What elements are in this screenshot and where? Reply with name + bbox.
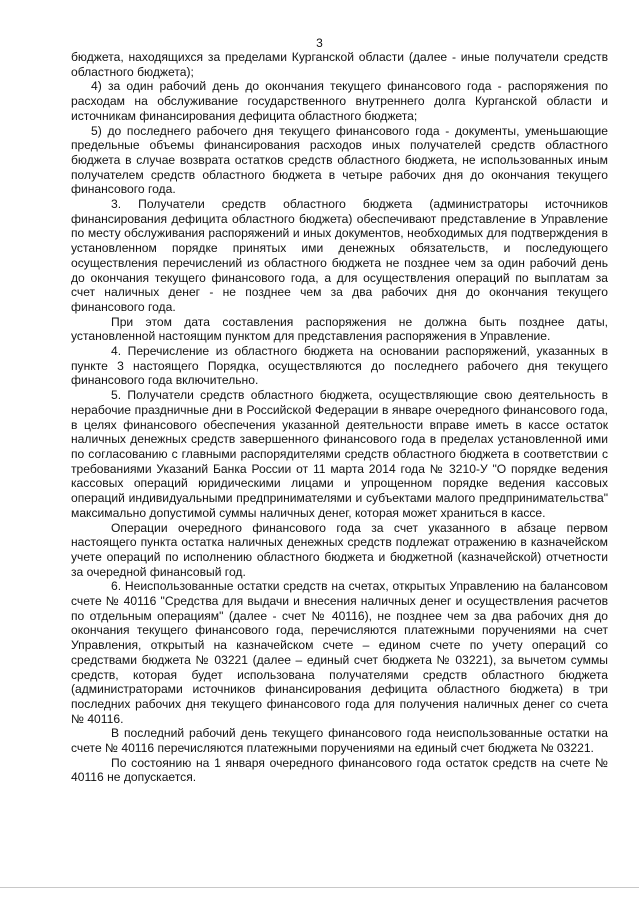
paragraph: По состоянию на 1 января очередного финансового года остаток средств на счете № 40116 не допускается. — [71, 755, 608, 785]
paragraph: Операции очередного финансового года за счет указанного в абзаце первом настоящего пункта остатка наличных денежных средств подлежат отражению в казначейском учете операций по исполнению областного бюджета и бюджетной (казначейской) отчетности за очередной финансовый год. — [71, 520, 608, 579]
paragraph: 3. Получатели средств областного бюджета (администраторы источников финансирования дефицита областного бюджета) обеспечивают представление в Управление по месту обслуживания распоряжений и иных документов, необходимых для подтверждения в установленном порядке принятых ими денежных обязательств, и последующего осуществления перечислений из областного бюджета не позднее чем за один рабочий день до окончания текущего финансового года, а для осуществления операций по выплатам за счет наличных денег - не позднее чем за два рабочих дня до окончания текущего финансового года. — [71, 197, 608, 314]
paragraph: При этом дата составления распоряжения не должна быть позднее даты, установленной настоящим пунктом для представления распоряжения в Управление. — [71, 314, 608, 344]
paragraph: 4. Перечисление из областного бюджета на основании распоряжений, указанных в пункте 3 настоящего Порядка, осуществляются до последнего рабочего дня текущего финансового года включительно. — [71, 344, 608, 388]
page-edge-line — [0, 887, 639, 888]
page-number: 3 — [316, 36, 323, 50]
paragraph: 5. Получатели средств областного бюджета, осуществляющие свою деятельность в нерабочие праздничные дни в Российской Федерации в январе очередного финансового года, в целях финансового обеспечения указанной деятельности вправе иметь в кассе остаток наличных денежных средств завершенного финансового года в пределах установленной ими по согласованию с главными распорядителями средств областного бюджета в соответствии с требованиями Указаний Банка России от 11 марта 2014 года № 3210-У "О порядке ведения кассовых операций юридическими лицами и упрощенном порядке ведения кассовых операций индивидуальными предпринимателями и субъектами малого предпринимательства" максимально допустимой суммы наличных денег, которая может храниться в кассе. — [71, 388, 608, 520]
paragraph: бюджета, находящихся за пределами Курганской области (далее - иные получатели средств областного бюджета); — [71, 50, 608, 79]
paragraph: 6. Неиспользованные остатки средств на счетах, открытых Управлению на балансовом счете № 40116 "Средства для выдачи и внесения наличных денег и осуществления расчетов по отдельным операциям" (далее - счет № 40116), не позднее чем за два рабочих дня до окончания текущего финансового года, перечисляются платежными поручениями на счет Управления, открытый на казначейском счете – едином счете по учету операций со средствами бюджета № 03221 (далее – единый счет бюджета № 03221), за вычетом суммы средств, которая будет использована получателями средств областного бюджета (администраторами источников финансирования дефицита областного бюджета) в три последних рабочих дня текущего финансового года для получения наличных денег со счета № 40116. — [71, 579, 608, 726]
paragraph: 5) до последнего рабочего дня текущего финансового года - документы, уменьшающие предельные объемы финансирования расходов иных получателей средств областного бюджета в случае возврата остатков средств областного бюджета, не использованных иным получателем средств областного бюджета в четыре рабочих дня до окончания текущего финансового года. — [71, 123, 608, 197]
paragraph: 4) за один рабочий день до окончания текущего финансового года - распоряжения по расходам на обслуживание государственного внутреннего долга Курганской области и источникам финансирования дефицита областного бюджета; — [71, 79, 608, 123]
document-body — [71, 50, 608, 785]
paragraph: В последний рабочий день текущего финансового года неиспользованные остатки на счете № 40116 перечисляются платежными поручениями на единый счет бюджета № 03221. — [71, 726, 608, 756]
